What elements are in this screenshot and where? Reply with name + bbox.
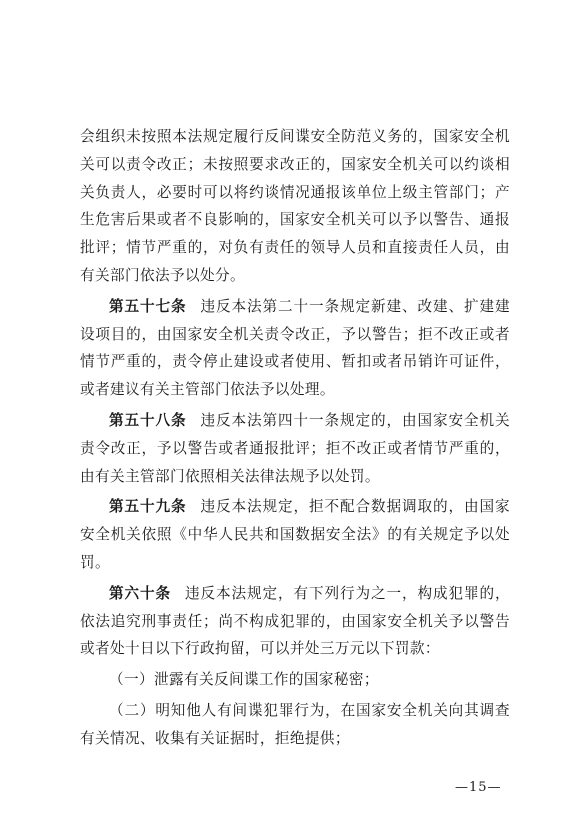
article-title: 第六十条 [109,584,171,602]
paragraph-continuation [80,123,510,290]
article-57 [80,293,510,404]
page-number: —15— [455,780,502,795]
article-59 [80,493,510,576]
article-58 [80,407,510,490]
list-item-2 [80,697,510,753]
article-text: 违反本法规定，拒不配合数据调取的，由国家安全机关依照《中华人民共和国数据安全法》的有关规定予以处罚。 [80,498,510,571]
article-60 [80,580,510,663]
article-text: 违反本法第四十一条规定的，由国家安全机关责令改正，予以警告或者通报批评；拒不改正或者情节严重的，由有关主管部门依照相关法律法规予以处罚。 [80,411,510,485]
list-item-text: （二）明知他人有间谍犯罪行为，在国家安全机关向其调查有关情况、收集有关证据时，拒绝提供； [80,701,510,747]
list-item-text: （一）泄露有关反间谍工作的国家秘密； [109,671,379,689]
article-title: 第五十八条 [109,411,187,429]
article-title: 第五十七条 [109,297,187,315]
article-title: 第五十九条 [109,498,187,516]
paragraph-text: 会组织未按照本法规定履行反间谍安全防范义务的，国家安全机关可以责令改正；未按照要求改正的，国家安全机关可以约谈相关负责人，必要时可以将约谈情况通报该单位上级主管部门；产生危害后果或者不良影响的，国家安全机关可以予以警告、通报批评；情节严重的，对负有责任的领导人员和直接责任人员，由有关部门依法予以处分。 [80,128,510,284]
document-body [80,123,510,756]
article-text: 违反本法第二十一条规定新建、改建、扩建建设项目的，由国家安全机关责令改正，予以警告；拒不改正或者情节严重的，责令停止建设或者使用、暂扣或者吊销许可证件，或者建议有关主管部门依法予以处理。 [80,297,510,399]
article-text: 违反本法规定，有下列行为之一，构成犯罪的，依法追究刑事责任；尚不构成犯罪的，由国家安全机关予以警告或者处十日以下行政拘留，可以并处三万元以下罚款： [80,584,510,658]
list-item-1 [80,666,510,694]
